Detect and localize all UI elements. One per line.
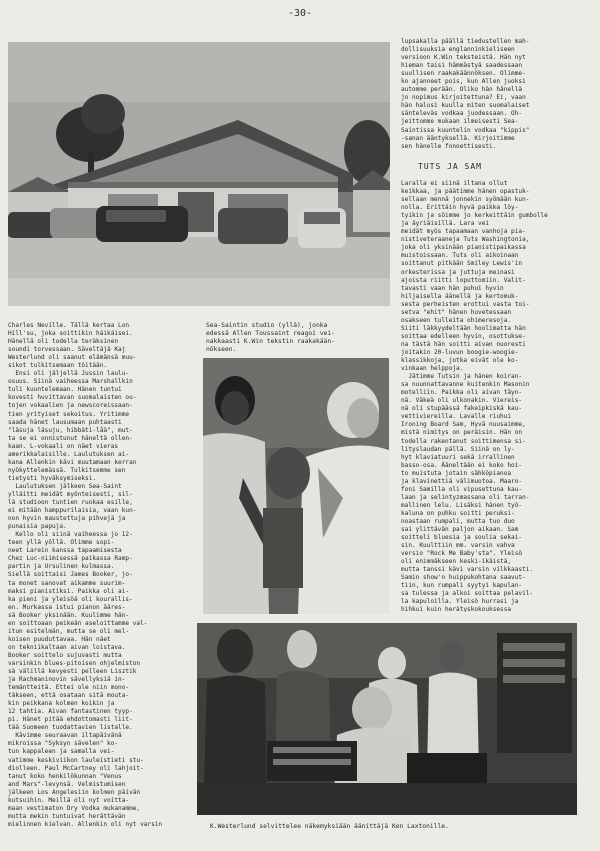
allen-toussaint-photo	[203, 358, 389, 614]
section-heading-tuts-ja-sam: TUTS JA SAM	[418, 162, 482, 171]
recording-session-caption: K.Westerlund selvittelee näkemyksiään äänittäjä Ken Laxtonille.	[210, 823, 449, 830]
right-column-top-text: lupsakalla päällä tiedustellen mah- dollisuuksia englanninkieliseen versioon K.Win teksteistä. Hän nyt hieman taisi hämmästyä saadessaan suullisen raakakäännöksen. Olimme- ko ajanneet pois, kun Allen juoksi automme perään. Oliko hän hänellä jo nopimus kirjoitettuna? Ei, vaan hän halusi kuulla miten suomalaiset sänteleväs vodkaa juodessaan. Oh- jeittomme mukaan ilmeisesti Sea- Saintissa kuuntelin vodkaa "kippis" -sanan ääntyksellä. Kirjoitimme sen hänelle fonoettisesti.	[401, 38, 530, 150]
studio-building-photo	[8, 42, 390, 306]
recording-session-photo	[197, 623, 577, 815]
left-column-text: Charles Neville. Tällä kertaa Lon Hill'su, joka soittikin häikäisei. Hänellä oli todella teräksinen soundi torvessaan. Säveltäjä Kaj Westerlund oli saanut elämänsä muu- sikot tulkitsemaan töitään. Ensi oli jäljellä Jussin laulu- osuus. Siinä vaiheessa Marshallkin tuli kuuntelemaan. Hänen tuntui kovesti huvittavan suomalaisten ou- tojen vokaalien ja newscoreissaan- tien yrityiset sekoitus. Yritimme saada hänet lausumaan puhtaasti "läsuja läsuju, hibbäti-låä", mut- ta se ei onnistunut häneltä ollen- kaan. L-vokaali on näet vieras amerikkalaisille. Laulutuksen ai- kana Allenkin kävi muutamaan kerran nyökyttelemässä. Tulkitsemme sen tietysti hyväksymiseksi. Laulutuksen jälkeen Sea-Saint ylläitti meidät myönteisesti, sil- lä studioon tuntien ruokaa esille, ei mitään hamppurilaisia, vaan kun- non hyvin maustettuja pihvejä ja punaisia papuja. Kello oli siinä vaiheessa jo 12- teen yllä yöllä. Olimme sopi- neet Larein kanssa tapaamisesta Chez Luc-niimisessä paikassa Ramp- partin ja Ursulinen kulmassa. Siellä soittaisi James Booker, jo- ta monet sanovat aikamme suurim- maksi pianistiksi. Paikka oli ai- ka pieni ja yleisöä oli kourallis- en. Murkassa istui pianon ääres- sä Booker yksinään. Kuulimme hän- en soittoaan peikeän aseloittamme val- itun esitelmän, mutta se oli mel- koisen puuduttavaa. Hän näet on tekniikaltaan aivan loistava. Booker soittelo sujuvasti mutta varsinkin blues-pitoisen ohjelmiston sä välillä kevyesti pelleen Lisztik ja Rachmaninovin sävellyksiä in- temäntteitä. Ettei ole niin mono- täkseen, että osataan sitä mouta- kin peikkana kolmen koikin ja 12 tahtia. Aivan fantastinen tyyp- pi. Hänet pitää ehdottomasti liit- tää Suomeen tuodattavien listalle. Kävimme seuraavan iltapäivänä mikroissa "Syksyn sävelen" ko- tun kappaleen ja samalla vei- vatimme keskiviikon lauleistieti stu- diolleen. Paul McCartney oli lahjoit- tanut koko henkilökunnan "Venus and Mars"-levynsä. Velmistumisen jälkeen Los Angelesiin kolmen päivän kutsuihin. Meillä oli nyt voitta- maan vestimaton Dry Vodka mukanamme, mutta mekin tuntuivat herättävän mielinnen kielvan. Allenkin oli nyt varsin	[8, 322, 163, 828]
studio-photo-caption: Sea-Saintin studio (yllä), jonka edessä Allen Toussaint reagoi vei- nakkaasti K.Win tekstin raakakään- nökseen.	[206, 322, 335, 353]
right-column-main-text: Laralla ei siinä iltana ollut keikkaa, ja päätimme hänen opastuk- sellaan mennä jonnekin syömään kun- nolla. Erittäin hyvä paikka löy- tyikin ja söimme jo kerkeittäin gumbolle ja äyriäisillä. Lara vei meidät myös tapaamaan vanhoja pia- nistiveteraaneja Tuts Washingtonia, joka oli yksinään pianistipaikassa muistoissaan. Tuts oli aikoinaan soittanut pitkään Smiley Lewis'in orkesterissa ja juttuja meinasi ajoista riitti loputtomiin. Valit- tavasti vaan hän puhui hyvin hiljaisella äänellä ja kertomuk- sesta perheisten erottui vasta toi- setva "ehit" hänen huvetessaan osakseen tulleita ohimeresoja. Siiti läkkyydeltään hoolimatta hän soittaa edelleen hyvin, osottukse- na tästä hän soitti aivan nuoresti joitakin 20-luvun boogie-woogie- klassikkoja, jotka eivät ole ko- vinkaan helppoja. Jätimme Tutsin ja hänen koiran- sa nuunnattavanne kuitenkin Masonin motelliin. Paikka oli aivan täyn- nä. Väkeä oli ulkonakin. Viereis- nä oli stupäässä fakeipkiskä kau- vettiviereilla. Lavalle riuhui Ironing Board Sam, Hyvä nuusaimme, mistä nimitys on peräisin. Hän on todella rakentanut soittimensa si- lityslaudan pällä. Siinä on ly- hyt klaviatuuri sekä irrallinen basso-osa. Ääneltään ei koko hoi- to muistuta jotain sähköpianoa ja klavinettiä välimuotoa. Maaro- foni Samilla oli vipusettuna kau- laan ja selintyzmassana oli tarran- mallinen lelu. Lisäksi hänen työ- kaluna on puhku soitti peruksi- noastaan rumpali, mutta tuo duo sai ylittävän paljon aikaan. Sam soitteli bluesia ja soulia sekai- sin. Kuulttiin mm. varsin vahva versio "Rock Me Baby'sta". Yleisö oli enimmäkseen keski-ikäistä, mutta tanssi kävi varsin vilkkaasti. Samin show'n huippukohtana saavut- tiin, kun rumpali syytyi kapulan- sa tulessa ja alkoi soittaa pelavil- la kapuloilla. Yleisö hurrasi ja hihkui kuin herätyskokouksessa	[401, 180, 548, 612]
page-number: -30-	[287, 8, 313, 19]
